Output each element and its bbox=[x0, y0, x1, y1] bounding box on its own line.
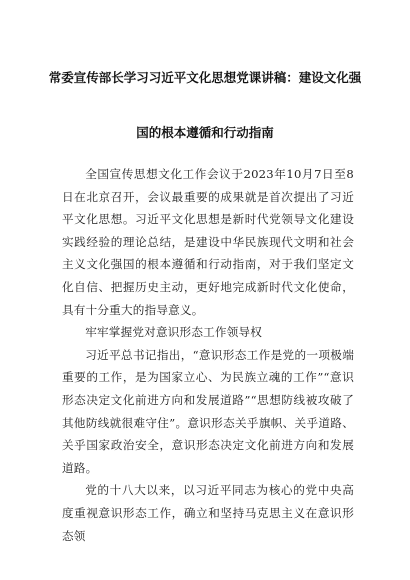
section-heading: 牢牢掌握党对意识形态工作领导权 bbox=[85, 325, 263, 340]
document-body bbox=[62, 163, 354, 547]
paragraph-continuation: 党的十八大以来，以习近平同志为核心的党中央高度重视意识形态工作，确立和坚持马克思主义在意识形态领 bbox=[62, 483, 354, 543]
paragraph-quote: 习近平总书记指出，“意识形态工作是党的一项极端重要的工作，是为国家立心、为民族立魂的工作”“意识形态决定文化前进方向和发展道路”“思想防线被攻破了其他防线就很难守住”。意识形态关乎旗帜、关乎道路、关乎国家政治安全，意识形态决定文化前进方向和发展道路。 bbox=[62, 347, 354, 475]
document-title-line-1: 常委宣传部长学习习近平文化思想党课讲稿：建设文化强 bbox=[48, 70, 362, 85]
paragraph-intro: 全国宣传思想文化工作会议于2023年10月7日至8日在北京召开，会议最重要的成果就是首次提出了习近平文化思想。习近平文化思想是新时代党领导文化建设实践经验的理论总结，是建设中华民族现代文明和社会主义文化强国的根本遵循和行动指南，对于我们坚定文化自信、把握历史主动，更好地完成新时代文化使命，具有十分重大的指导意义。 bbox=[62, 167, 354, 317]
document-title-line-2: 国的根本遵循和行动指南 bbox=[136, 125, 274, 140]
